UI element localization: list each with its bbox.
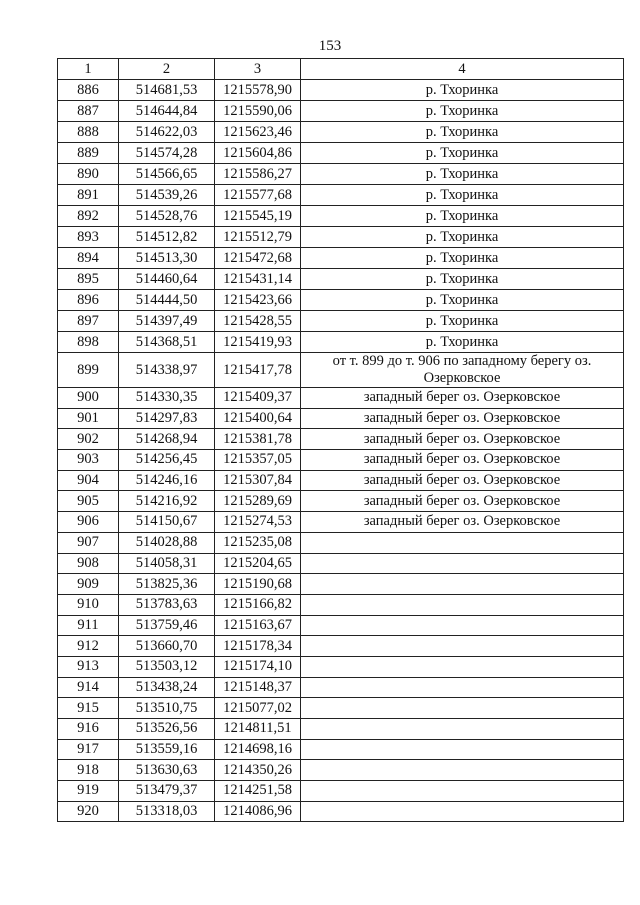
point-number-cell: 896 [58,290,119,311]
table-row [58,164,624,185]
column-header-3: 3 [215,59,301,80]
description-cell [301,574,624,595]
point-number-cell: 895 [58,269,119,290]
x-coordinate-cell: 513318,03 [119,801,215,822]
point-number-cell: 901 [58,408,119,429]
point-number-cell: 894 [58,248,119,269]
table-row [58,227,624,248]
x-coordinate-cell: 514058,31 [119,553,215,574]
table-row [58,553,624,574]
point-number-cell: 891 [58,185,119,206]
point-number-cell: 890 [58,164,119,185]
y-coordinate-cell: 1215590,06 [215,101,301,122]
x-coordinate-cell: 514028,88 [119,532,215,553]
y-coordinate-cell: 1214086,96 [215,801,301,822]
table-row [58,656,624,677]
y-coordinate-cell: 1215289,69 [215,491,301,512]
table-row [58,248,624,269]
y-coordinate-cell: 1215190,68 [215,574,301,595]
y-coordinate-cell: 1215174,10 [215,656,301,677]
table-row [58,760,624,781]
y-coordinate-cell: 1215400,64 [215,408,301,429]
point-number-cell: 900 [58,388,119,409]
description-cell [301,677,624,698]
description-cell: западный берег оз. Озерковское [301,450,624,471]
page-number: 153 [318,38,342,54]
x-coordinate-cell: 513559,16 [119,739,215,760]
y-coordinate-cell: 1215604,86 [215,143,301,164]
point-number-cell: 918 [58,760,119,781]
table-row [58,739,624,760]
point-number-cell: 917 [58,739,119,760]
x-coordinate-cell: 514574,28 [119,143,215,164]
x-coordinate-cell: 513630,63 [119,760,215,781]
table-row [58,636,624,657]
table-row [58,491,624,512]
y-coordinate-cell: 1214350,26 [215,760,301,781]
table-row [58,594,624,615]
description-cell: р. Тхоринка [301,227,624,248]
table-row [58,677,624,698]
x-coordinate-cell: 514681,53 [119,80,215,101]
table-row [58,781,624,802]
point-number-cell: 907 [58,532,119,553]
point-number-cell: 902 [58,429,119,450]
point-number-cell: 899 [58,353,119,388]
x-coordinate-cell: 514268,94 [119,429,215,450]
y-coordinate-cell: 1215419,93 [215,332,301,353]
table-row [58,801,624,822]
description-cell [301,760,624,781]
column-header-4: 4 [301,59,624,80]
table-row [58,185,624,206]
point-number-cell: 916 [58,719,119,740]
coordinates-table [57,58,624,822]
table-body-lower [58,388,624,822]
table-row [58,615,624,636]
point-number-cell: 911 [58,615,119,636]
table-row [58,574,624,595]
y-coordinate-cell: 1215578,90 [215,80,301,101]
y-coordinate-cell: 1215166,82 [215,594,301,615]
table-row [58,470,624,491]
x-coordinate-cell: 514150,67 [119,512,215,533]
x-coordinate-cell: 514338,97 [119,353,215,388]
point-number-cell: 908 [58,553,119,574]
y-coordinate-cell: 1215586,27 [215,164,301,185]
table-row [58,143,624,164]
y-coordinate-cell: 1215409,37 [215,388,301,409]
x-coordinate-cell: 514460,64 [119,269,215,290]
y-coordinate-cell: 1215274,53 [215,512,301,533]
description-cell [301,698,624,719]
y-coordinate-cell: 1215235,08 [215,532,301,553]
description-cell [301,636,624,657]
x-coordinate-cell: 514368,51 [119,332,215,353]
description-cell: от т. 899 до т. 906 по западному берегу оз. Озерковское [301,353,624,388]
description-cell: западный берег оз. Озерковское [301,512,624,533]
x-coordinate-cell: 514622,03 [119,122,215,143]
point-number-cell: 915 [58,698,119,719]
x-coordinate-cell: 513660,70 [119,636,215,657]
description-cell: р. Тхоринка [301,332,624,353]
column-header-2: 2 [119,59,215,80]
description-cell: западный берег оз. Озерковское [301,470,624,491]
x-coordinate-cell: 513503,12 [119,656,215,677]
point-number-cell: 898 [58,332,119,353]
description-cell [301,719,624,740]
table-row [58,532,624,553]
x-coordinate-cell: 513510,75 [119,698,215,719]
description-cell: р. Тхоринка [301,122,624,143]
table-row [58,80,624,101]
x-coordinate-cell: 513526,56 [119,719,215,740]
description-cell: западный берег оз. Озерковское [301,388,624,409]
x-coordinate-cell: 514397,49 [119,311,215,332]
table-row [58,353,624,388]
x-coordinate-cell: 513783,63 [119,594,215,615]
point-number-cell: 887 [58,101,119,122]
y-coordinate-cell: 1215178,34 [215,636,301,657]
table-row [58,269,624,290]
x-coordinate-cell: 514644,84 [119,101,215,122]
description-cell: западный берег оз. Озерковское [301,408,624,429]
table-row [58,512,624,533]
point-number-cell: 905 [58,491,119,512]
x-coordinate-cell: 514528,76 [119,206,215,227]
point-number-cell: 920 [58,801,119,822]
table-row [58,101,624,122]
y-coordinate-cell: 1215077,02 [215,698,301,719]
description-cell: р. Тхоринка [301,164,624,185]
point-number-cell: 888 [58,122,119,143]
point-number-cell: 892 [58,206,119,227]
y-coordinate-cell: 1215163,67 [215,615,301,636]
y-coordinate-cell: 1215545,19 [215,206,301,227]
description-cell [301,615,624,636]
point-number-cell: 914 [58,677,119,698]
point-number-cell: 897 [58,311,119,332]
description-cell: р. Тхоринка [301,269,624,290]
x-coordinate-cell: 514216,92 [119,491,215,512]
y-coordinate-cell: 1215204,65 [215,553,301,574]
table-row [58,332,624,353]
x-coordinate-cell: 514444,50 [119,290,215,311]
table-row [58,408,624,429]
description-cell [301,781,624,802]
description-cell: р. Тхоринка [301,311,624,332]
point-number-cell: 912 [58,636,119,657]
x-coordinate-cell: 514256,45 [119,450,215,471]
description-cell: западный берег оз. Озерковское [301,491,624,512]
y-coordinate-cell: 1215623,46 [215,122,301,143]
y-coordinate-cell: 1215357,05 [215,450,301,471]
x-coordinate-cell: 513759,46 [119,615,215,636]
table-row [58,450,624,471]
x-coordinate-cell: 513438,24 [119,677,215,698]
x-coordinate-cell: 513479,37 [119,781,215,802]
description-cell: р. Тхоринка [301,290,624,311]
x-coordinate-cell: 514246,16 [119,470,215,491]
y-coordinate-cell: 1215577,68 [215,185,301,206]
description-cell [301,553,624,574]
y-coordinate-cell: 1215381,78 [215,429,301,450]
description-cell: р. Тхоринка [301,248,624,269]
description-cell [301,656,624,677]
description-cell [301,594,624,615]
y-coordinate-cell: 1214811,51 [215,719,301,740]
column-header-1: 1 [58,59,119,80]
point-number-cell: 904 [58,470,119,491]
y-coordinate-cell: 1215512,79 [215,227,301,248]
description-cell: р. Тхоринка [301,185,624,206]
y-coordinate-cell: 1215148,37 [215,677,301,698]
y-coordinate-cell: 1214698,16 [215,739,301,760]
x-coordinate-cell: 514513,30 [119,248,215,269]
description-cell: р. Тхоринка [301,80,624,101]
x-coordinate-cell: 514330,35 [119,388,215,409]
description-cell: р. Тхоринка [301,206,624,227]
table-row [58,429,624,450]
y-coordinate-cell: 1215472,68 [215,248,301,269]
table-row [58,290,624,311]
point-number-cell: 906 [58,512,119,533]
table-row [58,698,624,719]
point-number-cell: 913 [58,656,119,677]
table-body-upper [58,80,624,388]
description-cell: р. Тхоринка [301,143,624,164]
description-cell [301,739,624,760]
y-coordinate-cell: 1215307,84 [215,470,301,491]
description-cell [301,801,624,822]
y-coordinate-cell: 1215428,55 [215,311,301,332]
table-row [58,311,624,332]
y-coordinate-cell: 1214251,58 [215,781,301,802]
x-coordinate-cell: 514566,65 [119,164,215,185]
x-coordinate-cell: 514512,82 [119,227,215,248]
description-cell: западный берег оз. Озерковское [301,429,624,450]
y-coordinate-cell: 1215423,66 [215,290,301,311]
table-row [58,122,624,143]
point-number-cell: 889 [58,143,119,164]
x-coordinate-cell: 514297,83 [119,408,215,429]
y-coordinate-cell: 1215431,14 [215,269,301,290]
point-number-cell: 893 [58,227,119,248]
table-row [58,719,624,740]
point-number-cell: 919 [58,781,119,802]
point-number-cell: 910 [58,594,119,615]
point-number-cell: 886 [58,80,119,101]
table-row [58,388,624,409]
description-cell [301,532,624,553]
table-row [58,206,624,227]
table-header-row [58,59,624,80]
x-coordinate-cell: 514539,26 [119,185,215,206]
x-coordinate-cell: 513825,36 [119,574,215,595]
point-number-cell: 903 [58,450,119,471]
description-cell: р. Тхоринка [301,101,624,122]
y-coordinate-cell: 1215417,78 [215,353,301,388]
point-number-cell: 909 [58,574,119,595]
